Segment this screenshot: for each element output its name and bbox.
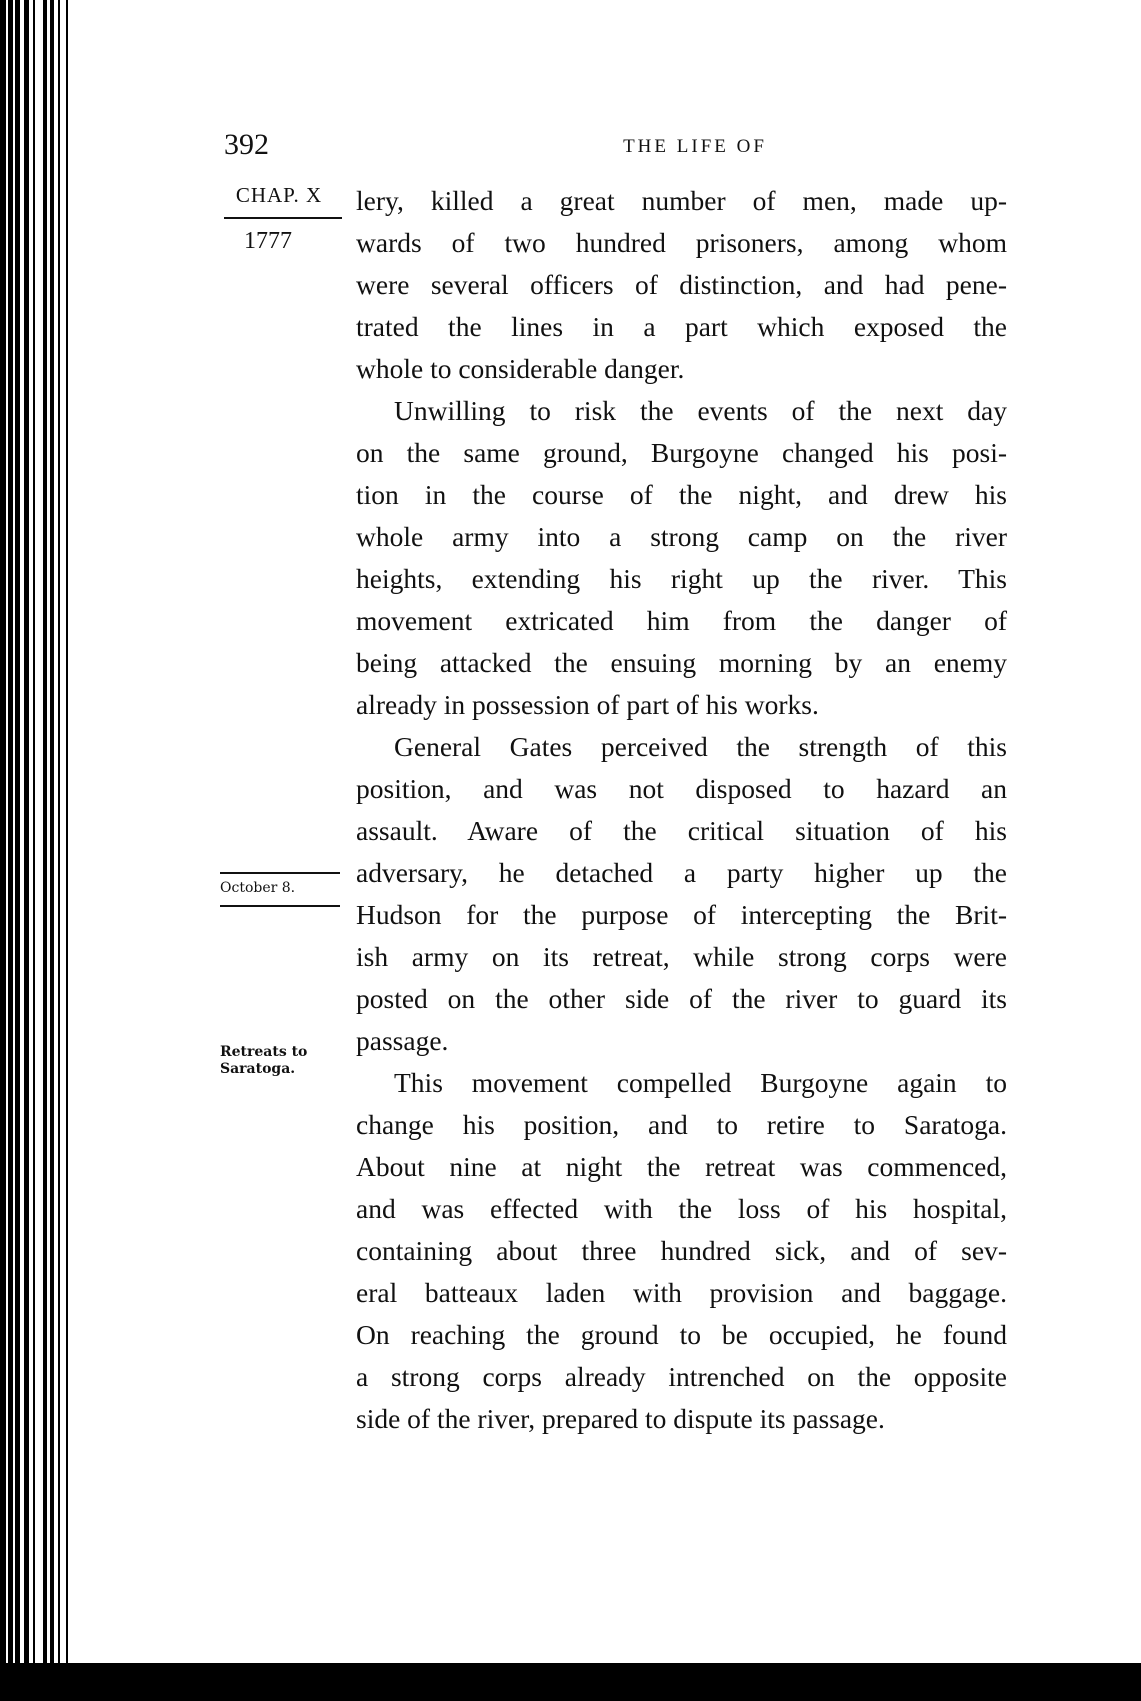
text-line: About nine at night the retreat was commenced, [356,1151,1007,1182]
text-line: position, and was not disposed to hazard an [356,773,1007,804]
text-line: trated the lines in a part which exposed the [356,311,1007,342]
text-line: a strong corps already intrenched on the opposite [356,1361,1007,1392]
margin-note-line: Saratoga. [220,1061,296,1077]
text-line: containing about three hundred sick, and of sev- [356,1235,1007,1266]
text-line: whole to considerable danger. [356,353,685,384]
running-title: THE LIFE OF [623,136,767,157]
text-line: whole army into a strong camp on the river [356,521,1007,552]
text-line: already in possession of part of his works. [356,689,819,720]
text-line: were several officers of distinction, and had pene- [356,269,1007,300]
text-line: tion in the course of the night, and drew his [356,479,1007,510]
text-line: on the same ground, Burgoyne changed his posi- [356,437,1007,468]
margin-rule [220,872,340,874]
text-line: and was effected with the loss of his hospital, [356,1193,1007,1224]
text-line: change his position, and to retire to Saratoga. [356,1109,1007,1140]
margin-note-october: October 8. [220,880,296,896]
margin-note-line: Retreats to [220,1044,308,1060]
text-line: wards of two hundred prisoners, among whom [356,227,1007,258]
margin-note-retreats [220,1044,307,1078]
margin-rule [224,217,342,219]
text-line: movement extricated him from the danger of [356,605,1007,636]
scan-bottom-border [0,1663,1141,1701]
text-line: On reaching the ground to be occupied, he found [356,1319,1007,1350]
text-line: Hudson for the purpose of intercepting the Brit- [356,899,1007,930]
text-line: eral batteaux laden with provision and baggage. [356,1277,1007,1308]
text-line: ish army on its retreat, while strong corps were [356,941,1007,972]
text-line: posted on the other side of the river to guard its [356,983,1007,1014]
page-number: 392 [224,128,269,161]
text-line: Unwilling to risk the events of the next day [394,395,1007,426]
chapter-label: CHAP. X [235,183,323,207]
text-line: heights, extending his right up the river. This [356,563,1007,594]
text-line: adversary, he detached a party higher up the [356,857,1007,888]
text-line: lery, killed a great number of men, made up- [356,185,1007,216]
text-line: General Gates perceived the strength of this [394,731,1007,762]
body-text [356,180,1007,1440]
text-line: passage. [356,1025,449,1056]
year-label: 1777 [244,228,292,254]
text-line: being attacked the ensuing morning by an enemy [356,647,1007,678]
text-line: side of the river, prepared to dispute its passage. [356,1403,885,1434]
margin-rule [220,905,340,907]
text-line: assault. Aware of the critical situation of his [356,815,1007,846]
text-line: This movement compelled Burgoyne again to [394,1067,1007,1098]
book-binding-edge [0,0,75,1701]
